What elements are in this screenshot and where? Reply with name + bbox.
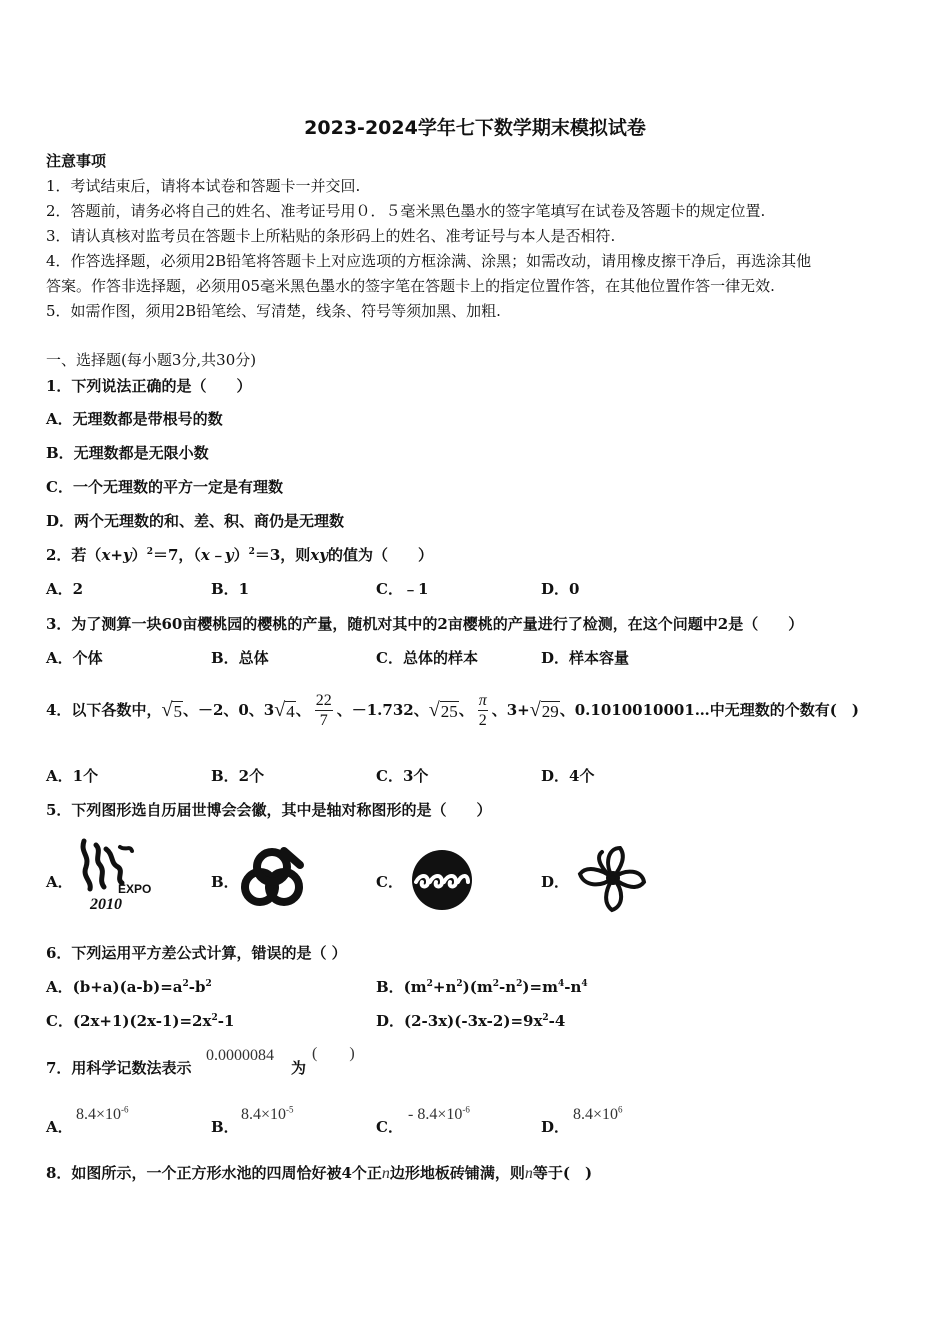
question-2-stem: 2．若$(x+y)^2=7$，（x﹣y）$^2$＝3，则xy的值为（ ） [46,546,433,564]
flower-logo [574,842,652,914]
notice-item: 5．如需作图，须用2B铅笔绘、写清楚，线条、符号等须加黑、加粗. [46,302,501,320]
q6-option-c: C．$(2x+1)(2x-1)=2x^2-1$ [46,1012,235,1030]
sqrt-25: √ 25 [428,698,458,721]
page-title: 2023-2024学年七下数学期末模拟试卷 [304,117,646,139]
q7-option-b-label: B． [211,1118,239,1136]
q7-mid: 为 [291,1059,307,1077]
q1-option-c: C．一个无理数的平方一定是有理数 [46,478,283,496]
sqrt-4: √ 4 [274,698,295,721]
q7-number: 0.0000084 [206,1047,274,1064]
question-8-stem: 8．如图所示，一个正方形水池的四周恰好被4个正n边形地板砖铺满，则n等于( ) [46,1164,593,1182]
q4-option-c: C．3个 [376,767,429,785]
q6-option-d: D．$(2-3x)(-3x-2)=9x^2-4$ [376,1012,566,1030]
q3-option-c: C．总体的样本 [376,649,478,667]
question-6-stem: 6．下列运用平方差公式计算，错误的是（ ） [46,944,347,962]
expo-logo-year: 2010 [90,896,122,913]
rings-logo [240,845,306,911]
q7-option-a-label: A． [46,1118,73,1136]
q2-option-d: D．0 [541,580,580,598]
notice-item: 3．请认真核对监考员在答题卡上所粘贴的条形码上的姓名、准考证号与本人是否相符. [46,227,616,245]
notice-heading: 注意事项 [46,152,107,170]
section-heading: 一、选择题(每小题3分,共30分) [46,351,257,369]
q5-option-d-label: D． [541,873,570,891]
notice-item: 4．作答选择题，必须用2B铅笔将答题卡上对应选项的方框涂满、涂黑；如需改动，请用橡皮擦干净后，再选涂其他 [46,252,812,270]
question-1-stem: 1．下列说法正确的是（ ） [46,377,252,395]
q5-option-b-label: B． [211,873,239,891]
q3-option-b: B．总体 [211,649,269,667]
q5-option-c-label: C． [376,873,403,891]
question-5-stem: 5．下列图形选自历届世博会会徽，其中是轴对称图形的是（ ） [46,801,492,819]
fraction-22-7: $\frac{22}{7}$ [315,691,332,729]
q5-option-a-label: A． [46,873,73,891]
sqrt-29: √ 29 [529,698,559,721]
expo-2010-logo [76,833,156,913]
q7-option-a-value: $8.4\times 10^{-6}$ [76,1104,129,1123]
q4-option-d: D．4个 [541,767,595,785]
q2-option-c: C．﹣1 [376,580,429,598]
notice-item: 2．答题前，请务必将自己的姓名、准考证号用０．５毫米黑色墨水的签字笔填写在试卷及答题卡的规定位置. [46,202,766,220]
q6-option-b: B．$(m^2+n^2)(m^2-n^2)=m^4-n^4$ [376,978,588,996]
q4-option-b: B．2个 [211,767,265,785]
q7-option-c-value: - $8.4\times 10^{-6}$ [408,1104,470,1123]
fraction-pi-2: $\frac{\pi}{2}$ [478,691,487,729]
expo-logo-text: EXPO [118,882,152,896]
q7-option-d-label: D． [541,1118,570,1136]
q1-option-a: A．无理数都是带根号的数 [46,410,223,428]
question-4-stem: 4．以下各数中， √ 5 、－2、0、3 √ 4 、 $\frac{22}{7}$ 、－1.732、 √ 25 、 $\frac{\pi}{2}$ 、3+ √ 29 、0.1010010001…中无理数的个数有( ) [46,691,859,729]
q4-option-a: A．1个 [46,767,99,785]
waves-logo [410,848,474,912]
question-3-stem: 3．为了测算一块60亩樱桃园的樱桃的产量，随机对其中的2亩樱桃的产量进行了检测，在这个问题中2是（ ） [46,615,804,633]
q7-option-c-label: C． [376,1118,403,1136]
q2-option-a: A．2 [46,580,84,598]
q1-option-d: D．两个无理数的和、差、积、商仍是无理数 [46,512,345,530]
question-7-lead: 7．用科学记数法表示 [46,1059,192,1077]
q3-option-a: A．个体 [46,649,103,667]
q1-option-b: B．无理数都是无限小数 [46,444,209,462]
notice-item: 1．考试结束后，请将本试卷和答题卡一并交回. [46,177,361,195]
q7-paren: ( ) [312,1045,355,1062]
sqrt-5: √ 5 [161,698,182,721]
q7-option-d-value: $8.4\times 10^6$ [573,1104,623,1123]
q3-option-d: D．样本容量 [541,649,630,667]
q2-option-b: B．1 [211,580,250,598]
q6-option-a: A．$(b+a)(a-b)=a^2-b^2$ [46,978,212,996]
notice-item: 答案。作答非选择题，必须用05毫米黑色墨水的签字笔在答题卡上的指定位置作答，在其他位置作答一律无效. [46,277,775,295]
q7-option-b-value: $8.4\times 10^{-5}$ [241,1104,294,1123]
